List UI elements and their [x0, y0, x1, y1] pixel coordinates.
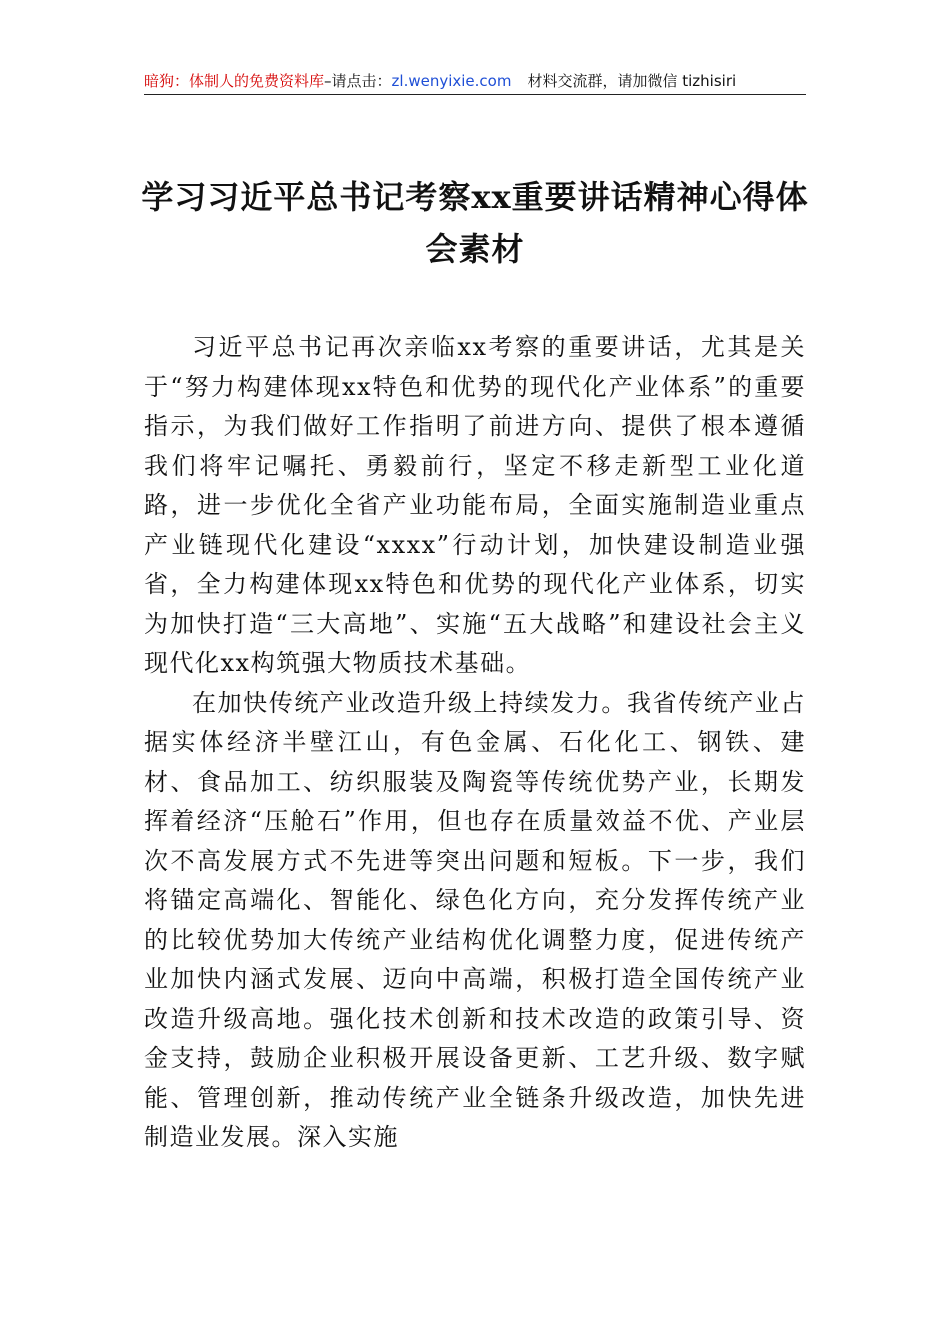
paragraph-2: 在加快传统产业改造升级上持续发力。我省传统产业占据实体经济半壁江山，有色金属、石化化工、钢铁、建材、食品加工、纺织服装及陶瓷等传统优势产业，长期发挥着经济“压舱石”作用，但也存在质量效益不优、产业层次不高发展方式不先进等突出问题和短板。下一步，我们将锚定高端化、智能化、绿色化方向，充分发挥传统产业的比较优势加大传统产业结构优化调整力度，促进传统产业加快内涵式发展、迈向中高端，积极打造全国传统产业改造升级高地。强化技术创新和技术改造的政策引导、资金支持，鼓励企业积极开展设备更新、工艺升级、数字赋能、管理创新，推动传统产业全链条升级改造，加快先进制造业发展。深入实施: [144, 688, 806, 1151]
header-contact-text: 材料交流群，请加微信 tizhisiri: [527, 72, 737, 90]
header-prompt-text: –请点击：: [324, 72, 392, 90]
header-url-link[interactable]: zl.wenyixie.com: [391, 72, 512, 90]
paragraph-1: 习近平总书记再次亲临xx考察的重要讲话，尤其是关于“努力构建体现xx特色和优势的现代化产业体系”的重要指示，为我们做好工作指明了前进方向、提供了根本遵循我们将牢记嘱托、勇毅前行，坚定不移走新型工业化道路，进一步优化全省产业功能布局，全面实施制造业重点产业链现代化建设“xxxx”行动计划，加快建设制造业强省，全力构建体现xx特色和优势的现代化产业体系，切实为加快打造“三大高地”、实施“五大战略”和建设社会主义现代化xx构筑强大物质技术基础。: [144, 333, 806, 677]
document-body: [144, 328, 806, 1158]
document-title: 学习习近平总书记考察xx重要讲话精神心得体会素材: [141, 178, 809, 269]
header-brand-text: 暗狗：体制人的免费资料库: [144, 72, 325, 90]
page-header: [144, 70, 806, 95]
